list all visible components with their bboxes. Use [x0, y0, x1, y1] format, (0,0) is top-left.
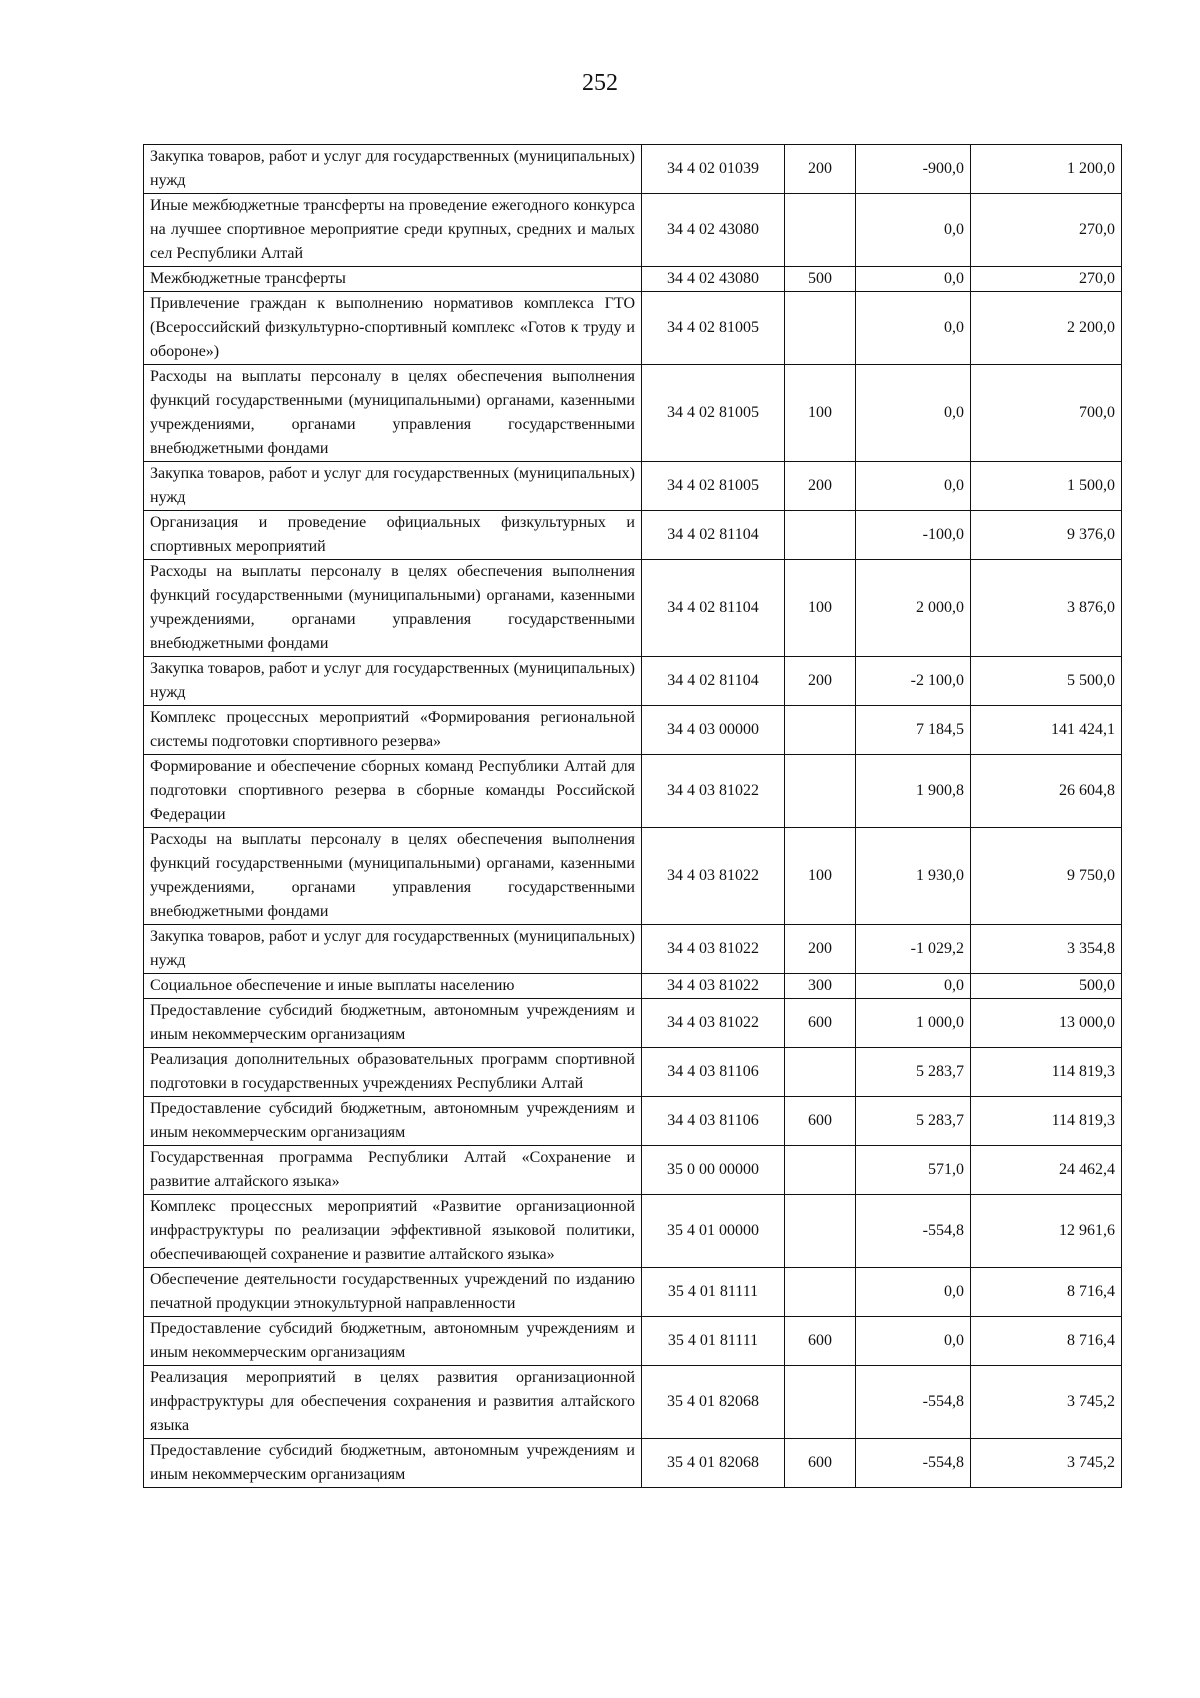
expense-name-cell: Предоставление субсидий бюджетным, автономным учреждениям и иным некоммерческим организациям: [144, 1097, 642, 1146]
expense-type-cell: 500: [785, 267, 856, 292]
expense-type-cell: [785, 1366, 856, 1439]
total-amount-cell: 12 961,6: [971, 1195, 1122, 1268]
expense-name-cell: Обеспечение деятельности государственных учреждений по изданию печатной продукции этнокультурной направленности: [144, 1268, 642, 1317]
budget-code-cell: 34 4 03 81022: [642, 925, 785, 974]
change-amount-cell: 0,0: [856, 974, 971, 999]
expense-name-cell: Закупка товаров, работ и услуг для государственных (муниципальных) нужд: [144, 462, 642, 511]
table-row: [144, 511, 1122, 560]
budget-table: [143, 144, 1122, 1488]
expense-type-cell: [785, 1268, 856, 1317]
table-row: [144, 657, 1122, 706]
total-amount-cell: 700,0: [971, 365, 1122, 462]
budget-code-cell: 34 4 02 81104: [642, 511, 785, 560]
expense-name-cell: Комплекс процессных мероприятий «Развитие организационной инфраструктуры по реализации эффективной языковой политики, обеспечивающей сохранение и развитие алтайского языка»: [144, 1195, 642, 1268]
expense-name-cell: Иные межбюджетные трансферты на проведение ежегодного конкурса на лучшее спортивное мероприятие среди крупных, средних и малых сел Республики Алтай: [144, 194, 642, 267]
expense-type-cell: 600: [785, 999, 856, 1048]
expense-name-cell: Расходы на выплаты персоналу в целях обеспечения выполнения функций государственными (муниципальными) органами, казенными учреждениями, органами управления государственными внебюджетными фондами: [144, 365, 642, 462]
change-amount-cell: 1 000,0: [856, 999, 971, 1048]
budget-code-cell: 35 4 01 82068: [642, 1366, 785, 1439]
change-amount-cell: 0,0: [856, 365, 971, 462]
expense-type-cell: 100: [785, 828, 856, 925]
table-row: [144, 1317, 1122, 1366]
total-amount-cell: 9 376,0: [971, 511, 1122, 560]
expense-name-cell: Формирование и обеспечение сборных команд Республики Алтай для подготовки спортивного резерва в сборные команды Российской Федерации: [144, 755, 642, 828]
expense-name-cell: Межбюджетные трансферты: [144, 267, 642, 292]
table-row: [144, 1048, 1122, 1097]
expense-name-cell: Закупка товаров, работ и услуг для государственных (муниципальных) нужд: [144, 925, 642, 974]
total-amount-cell: 13 000,0: [971, 999, 1122, 1048]
expense-name-cell: Расходы на выплаты персоналу в целях обеспечения выполнения функций государственными (муниципальными) органами, казенными учреждениями, органами управления государственными внебюджетными фондами: [144, 828, 642, 925]
expense-type-cell: 300: [785, 974, 856, 999]
expense-type-cell: 100: [785, 560, 856, 657]
change-amount-cell: -100,0: [856, 511, 971, 560]
budget-code-cell: 34 4 03 00000: [642, 706, 785, 755]
change-amount-cell: 5 283,7: [856, 1097, 971, 1146]
expense-name-cell: Предоставление субсидий бюджетным, автономным учреждениям и иным некоммерческим организациям: [144, 999, 642, 1048]
expense-type-cell: 200: [785, 925, 856, 974]
table-row: [144, 755, 1122, 828]
total-amount-cell: 8 716,4: [971, 1317, 1122, 1366]
budget-code-cell: 34 4 02 43080: [642, 267, 785, 292]
expense-type-cell: 200: [785, 657, 856, 706]
total-amount-cell: 5 500,0: [971, 657, 1122, 706]
table-row: [144, 828, 1122, 925]
total-amount-cell: 141 424,1: [971, 706, 1122, 755]
expense-name-cell: Предоставление субсидий бюджетным, автономным учреждениям и иным некоммерческим организациям: [144, 1317, 642, 1366]
budget-code-cell: 35 4 01 00000: [642, 1195, 785, 1268]
total-amount-cell: 2 200,0: [971, 292, 1122, 365]
budget-code-cell: 34 4 02 01039: [642, 145, 785, 194]
expense-type-cell: [785, 292, 856, 365]
expense-name-cell: Государственная программа Республики Алтай «Сохранение и развитие алтайского языка»: [144, 1146, 642, 1195]
total-amount-cell: 9 750,0: [971, 828, 1122, 925]
budget-code-cell: 34 4 03 81106: [642, 1048, 785, 1097]
expense-type-cell: [785, 194, 856, 267]
table-row: [144, 292, 1122, 365]
table-row: [144, 925, 1122, 974]
total-amount-cell: 24 462,4: [971, 1146, 1122, 1195]
expense-type-cell: 200: [785, 145, 856, 194]
total-amount-cell: 1 200,0: [971, 145, 1122, 194]
table-row: [144, 706, 1122, 755]
expense-type-cell: [785, 1195, 856, 1268]
change-amount-cell: 0,0: [856, 1317, 971, 1366]
total-amount-cell: 3 354,8: [971, 925, 1122, 974]
expense-name-cell: Предоставление субсидий бюджетным, автономным учреждениям и иным некоммерческим организациям: [144, 1439, 642, 1488]
table-row: [144, 145, 1122, 194]
change-amount-cell: 7 184,5: [856, 706, 971, 755]
budget-code-cell: 34 4 02 81005: [642, 292, 785, 365]
expense-name-cell: Закупка товаров, работ и услуг для государственных (муниципальных) нужд: [144, 145, 642, 194]
total-amount-cell: 3 745,2: [971, 1366, 1122, 1439]
table-row: [144, 462, 1122, 511]
table-row: [144, 365, 1122, 462]
expense-name-cell: Расходы на выплаты персоналу в целях обеспечения выполнения функций государственными (муниципальными) органами, казенными учреждениями, органами управления государственными внебюджетными фондами: [144, 560, 642, 657]
expense-type-cell: 600: [785, 1097, 856, 1146]
total-amount-cell: 270,0: [971, 194, 1122, 267]
expense-type-cell: 600: [785, 1317, 856, 1366]
expense-type-cell: 200: [785, 462, 856, 511]
budget-code-cell: 35 4 01 81111: [642, 1268, 785, 1317]
budget-code-cell: 34 4 03 81022: [642, 828, 785, 925]
expense-type-cell: [785, 706, 856, 755]
budget-code-cell: 34 4 02 81104: [642, 657, 785, 706]
budget-code-cell: 34 4 02 81005: [642, 365, 785, 462]
expense-type-cell: [785, 1048, 856, 1097]
change-amount-cell: -554,8: [856, 1439, 971, 1488]
table-row: [144, 267, 1122, 292]
expense-name-cell: Закупка товаров, работ и услуг для государственных (муниципальных) нужд: [144, 657, 642, 706]
change-amount-cell: -900,0: [856, 145, 971, 194]
expense-type-cell: 100: [785, 365, 856, 462]
total-amount-cell: 114 819,3: [971, 1097, 1122, 1146]
change-amount-cell: 0,0: [856, 267, 971, 292]
budget-code-cell: 35 4 01 82068: [642, 1439, 785, 1488]
change-amount-cell: 5 283,7: [856, 1048, 971, 1097]
change-amount-cell: -1 029,2: [856, 925, 971, 974]
table-row: [144, 999, 1122, 1048]
total-amount-cell: 1 500,0: [971, 462, 1122, 511]
total-amount-cell: 8 716,4: [971, 1268, 1122, 1317]
expense-name-cell: Комплекс процессных мероприятий «Формирования региональной системы подготовки спортивного резерва»: [144, 706, 642, 755]
expense-type-cell: 600: [785, 1439, 856, 1488]
budget-code-cell: 34 4 03 81022: [642, 755, 785, 828]
table-row: [144, 1195, 1122, 1268]
table-row: [144, 1268, 1122, 1317]
change-amount-cell: 1 900,8: [856, 755, 971, 828]
expense-name-cell: Организация и проведение официальных физкультурных и спортивных мероприятий: [144, 511, 642, 560]
change-amount-cell: 0,0: [856, 292, 971, 365]
table-row: [144, 1439, 1122, 1488]
budget-table-body: [144, 145, 1122, 1488]
expense-type-cell: [785, 1146, 856, 1195]
budget-code-cell: 34 4 02 43080: [642, 194, 785, 267]
change-amount-cell: -554,8: [856, 1195, 971, 1268]
total-amount-cell: 500,0: [971, 974, 1122, 999]
table-row: [144, 1097, 1122, 1146]
budget-code-cell: 34 4 03 81106: [642, 1097, 785, 1146]
expense-name-cell: Социальное обеспечение и иные выплаты населению: [144, 974, 642, 999]
table-row: [144, 560, 1122, 657]
change-amount-cell: 2 000,0: [856, 560, 971, 657]
total-amount-cell: 26 604,8: [971, 755, 1122, 828]
table-row: [144, 1146, 1122, 1195]
total-amount-cell: 3 876,0: [971, 560, 1122, 657]
table-row: [144, 974, 1122, 999]
total-amount-cell: 3 745,2: [971, 1439, 1122, 1488]
change-amount-cell: 0,0: [856, 194, 971, 267]
change-amount-cell: -554,8: [856, 1366, 971, 1439]
expense-name-cell: Реализация дополнительных образовательных программ спортивной подготовки в государственных учреждениях Республики Алтай: [144, 1048, 642, 1097]
table-row: [144, 1366, 1122, 1439]
expense-type-cell: [785, 755, 856, 828]
change-amount-cell: 0,0: [856, 1268, 971, 1317]
total-amount-cell: 270,0: [971, 267, 1122, 292]
total-amount-cell: 114 819,3: [971, 1048, 1122, 1097]
page-number: 252: [582, 70, 618, 96]
table-row: [144, 194, 1122, 267]
budget-code-cell: 35 4 01 81111: [642, 1317, 785, 1366]
budget-code-cell: 34 4 02 81005: [642, 462, 785, 511]
change-amount-cell: 0,0: [856, 462, 971, 511]
change-amount-cell: 571,0: [856, 1146, 971, 1195]
expense-name-cell: Реализация мероприятий в целях развития организационной инфраструктуры для обеспечения сохранения и развития алтайского языка: [144, 1366, 642, 1439]
expense-type-cell: [785, 511, 856, 560]
budget-code-cell: 35 0 00 00000: [642, 1146, 785, 1195]
budget-code-cell: 34 4 03 81022: [642, 999, 785, 1048]
change-amount-cell: 1 930,0: [856, 828, 971, 925]
expense-name-cell: Привлечение граждан к выполнению нормативов комплекса ГТО (Всероссийский физкультурно-спортивный комплекс «Готов к труду и обороне»): [144, 292, 642, 365]
change-amount-cell: -2 100,0: [856, 657, 971, 706]
budget-code-cell: 34 4 02 81104: [642, 560, 785, 657]
budget-code-cell: 34 4 03 81022: [642, 974, 785, 999]
